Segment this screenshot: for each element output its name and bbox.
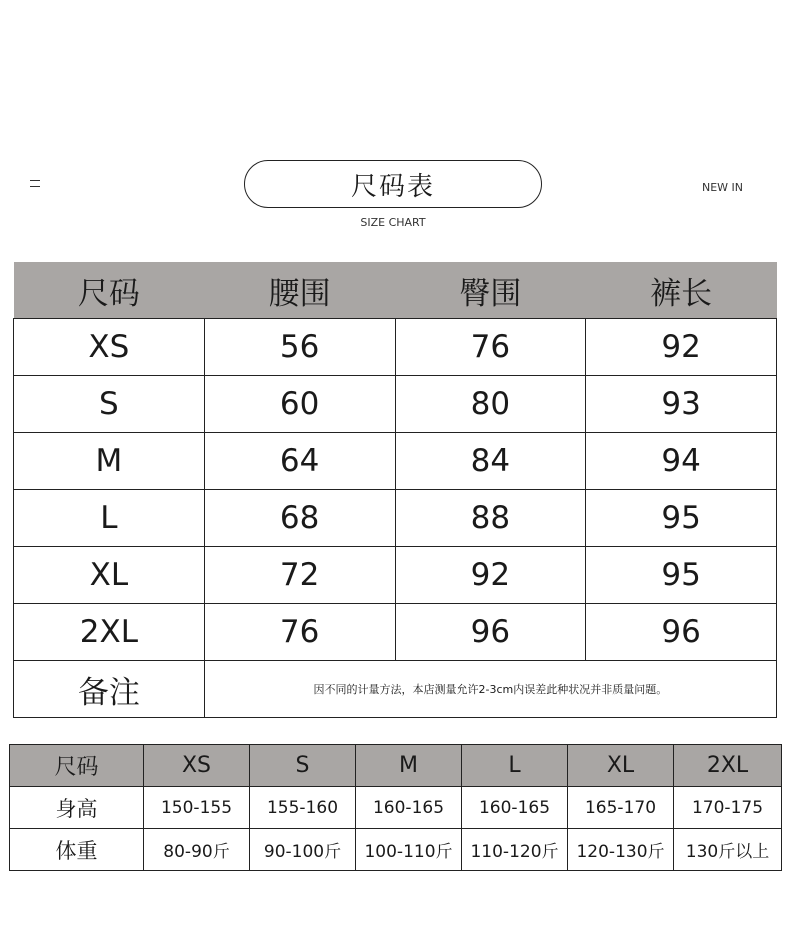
table-cell: 64 (204, 433, 395, 490)
table-row (14, 376, 777, 433)
note-label: 备注 (14, 661, 205, 718)
table-cell: XS (14, 319, 205, 376)
table-row (10, 787, 782, 829)
table-cell: 94 (586, 433, 777, 490)
table-cell: 170-175 (674, 787, 782, 829)
table-cell: 160-165 (356, 787, 462, 829)
table-cell: 155-160 (250, 787, 356, 829)
column-header: 裤长 (586, 262, 777, 319)
column-header: L (462, 745, 568, 787)
page-subtitle: SIZE CHART (360, 216, 426, 229)
table-cell: 95 (586, 547, 777, 604)
table-cell: 56 (204, 319, 395, 376)
table-cell: 2XL (14, 604, 205, 661)
table-cell: M (14, 433, 205, 490)
column-header: 2XL (674, 745, 782, 787)
table-cell: 100-110斤 (356, 829, 462, 871)
column-header: 尺码 (10, 745, 144, 787)
row-label: 体重 (10, 829, 144, 871)
table-cell: 160-165 (462, 787, 568, 829)
table-cell: 93 (586, 376, 777, 433)
column-header: 腰围 (204, 262, 395, 319)
table-cell: 60 (204, 376, 395, 433)
table-row (14, 547, 777, 604)
note-text: 因不同的计量方法，本店测量允许2-3cm内误差此种状况并非质量问题。 (204, 661, 776, 718)
menu-icon (30, 180, 40, 188)
table-cell: 90-100斤 (250, 829, 356, 871)
table-cell: 88 (395, 490, 586, 547)
note-row (14, 661, 777, 718)
table-cell: 92 (395, 547, 586, 604)
table-row (10, 829, 782, 871)
fit-table-header (10, 745, 782, 787)
column-header: XS (144, 745, 250, 787)
table-cell: 130斤以上 (674, 829, 782, 871)
row-label: 身高 (10, 787, 144, 829)
table-cell: 150-155 (144, 787, 250, 829)
column-header: 臀围 (395, 262, 586, 319)
table-row (14, 433, 777, 490)
table-cell: 72 (204, 547, 395, 604)
table-cell: 76 (395, 319, 586, 376)
table-cell: 96 (395, 604, 586, 661)
column-header: 尺码 (14, 262, 205, 319)
table-cell: 110-120斤 (462, 829, 568, 871)
table-cell: 68 (204, 490, 395, 547)
table-cell: 95 (586, 490, 777, 547)
page-title: 尺码表 (244, 160, 542, 208)
table-row (14, 490, 777, 547)
size-table-header (14, 262, 777, 319)
fit-table (9, 744, 782, 871)
table-cell: 80-90斤 (144, 829, 250, 871)
table-cell: 96 (586, 604, 777, 661)
column-header: S (250, 745, 356, 787)
table-cell: 120-130斤 (568, 829, 674, 871)
size-table (13, 262, 777, 718)
table-cell: 92 (586, 319, 777, 376)
new-in-label: NEW IN (702, 181, 744, 194)
table-cell: 80 (395, 376, 586, 433)
table-cell: S (14, 376, 205, 433)
column-header: M (356, 745, 462, 787)
table-row (14, 319, 777, 376)
table-cell: L (14, 490, 205, 547)
table-cell: 165-170 (568, 787, 674, 829)
table-cell: 76 (204, 604, 395, 661)
table-cell: 84 (395, 433, 586, 490)
column-header: XL (568, 745, 674, 787)
table-cell: XL (14, 547, 205, 604)
table-row (14, 604, 777, 661)
